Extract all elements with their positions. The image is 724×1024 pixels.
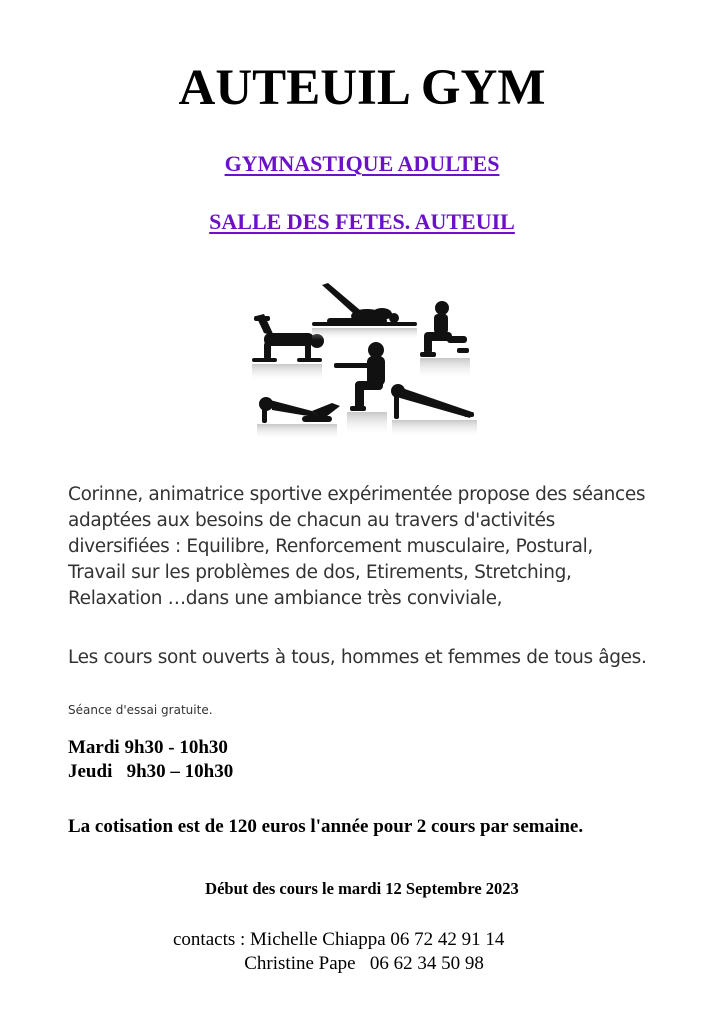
start-date-text: Début des cours le mardi 12 Septembre 2023	[205, 879, 519, 898]
fitness-silhouettes-image	[242, 278, 482, 448]
free-trial-note: Séance d'essai gratuite.	[68, 703, 213, 717]
page-title: AUTEUIL GYM	[178, 60, 546, 116]
audience-paragraph: Les cours sont ouverts à tous, hommes et femmes de tous âges.	[68, 647, 647, 668]
contact-michelle: contacts : Michelle Chiappa 06 72 42 91 14	[173, 929, 505, 950]
schedule-tuesday: Mardi 9h30 - 10h30	[68, 737, 228, 758]
schedule-block	[68, 736, 233, 784]
contacts-block	[173, 928, 504, 976]
schedule-thursday: Jeudi 9h30 – 10h30	[68, 761, 234, 782]
location-heading: SALLE DES FETES. AUTEUIL	[209, 209, 515, 234]
description-paragraph: Corinne, animatrice sportive expérimentée propose des séances adaptées aux besoins de chacun au travers d'activités diversifiées : Equilibre, Renforcement musculaire, Postural, Travail sur les problèmes de dos, Etirements, Stretching, Relaxation …dans une ambiance très conviviale,	[68, 484, 646, 609]
membership-fee: La cotisation est de 120 euros l'année pour 2 cours par semaine.	[68, 816, 584, 837]
start-date	[0, 878, 724, 900]
contact-christine: Christine Pape 06 62 34 50 98	[173, 953, 484, 974]
activity-heading: GYMNASTIQUE ADULTES	[224, 151, 500, 176]
